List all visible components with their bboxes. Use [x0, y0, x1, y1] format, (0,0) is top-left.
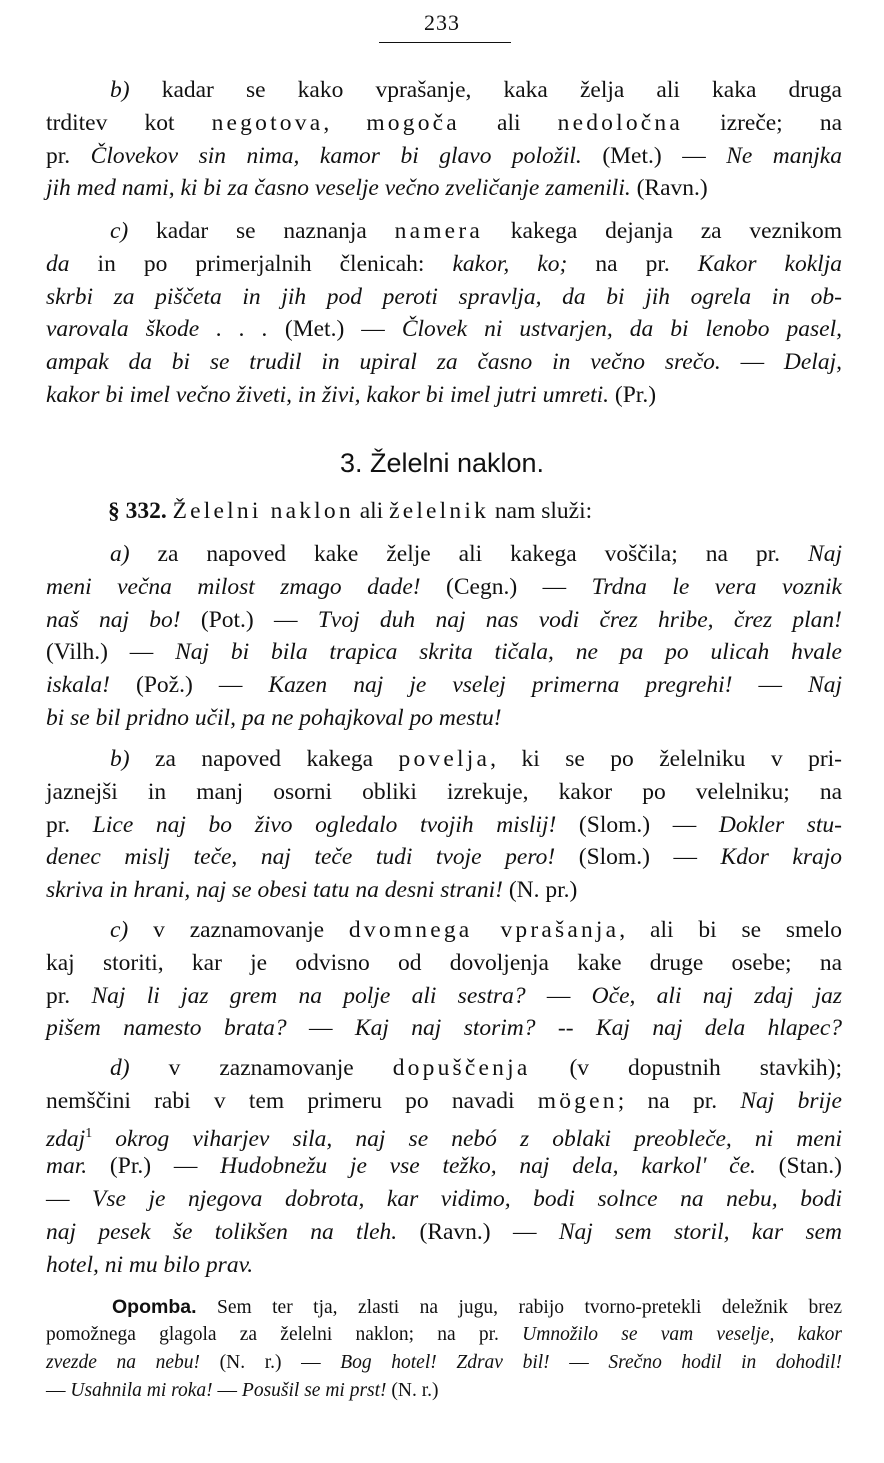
example-text: kakor bi imel večno živeti, in živi, kakor bi imel jutri umreti.: [46, 381, 610, 408]
example-text: skriva in hrani, naj se obesi tatu na desni strani!: [46, 877, 503, 904]
text-run: in po primerjalnih členicah:: [69, 250, 453, 277]
text-line: [46, 107, 842, 140]
example-text: naš naj bo!: [46, 606, 181, 633]
text-line: [46, 1052, 842, 1085]
example-text: naj pesek še tolikšen na tleh.: [46, 1218, 398, 1245]
text-run: —: [549, 1352, 609, 1373]
text-line: [46, 1085, 842, 1118]
header-rule: [379, 42, 511, 43]
text-line: [46, 1118, 842, 1151]
text-line: [46, 379, 842, 412]
example-text: mar.: [46, 1153, 88, 1180]
example-text: varovala škode . . .: [46, 316, 268, 343]
example-text: Srečno hodil in dohodil!: [608, 1352, 842, 1373]
text-line: [46, 538, 842, 571]
citation: (N. r.): [386, 1380, 439, 1401]
note-label: Opomba.: [112, 1296, 197, 1318]
citation: (Met.) —: [581, 142, 727, 169]
citation: (Met.) —: [267, 316, 402, 343]
example-text: skrbi za piščeta in jih pod peroti spravlja, da bi jih ogrela in ob-: [46, 283, 842, 310]
spaced-term: mögen: [537, 1087, 618, 1114]
example-text: okrog viharjev sila, naj se nebó z oblaki preobleče, ni meni: [92, 1125, 842, 1152]
example-text: Umnožilo se vam veselje, kakor: [522, 1324, 842, 1345]
text-run: kakega dejanja za veznikom: [482, 218, 842, 244]
spaced-term: mogoča: [366, 109, 460, 136]
text-run: ali: [353, 498, 390, 524]
example-text: Ne manjka: [726, 142, 842, 169]
example-text: Kaj naj dela hlapec?: [595, 1015, 843, 1042]
text-run: kadar se kako vprašanje, kaka želja ali kaka druga: [129, 77, 842, 103]
text-line: [46, 1349, 842, 1377]
text-run: ali: [459, 109, 558, 136]
text-line: [46, 1293, 842, 1321]
text-run: na pr.: [567, 250, 698, 277]
footnote-mark: 1: [85, 1125, 93, 1141]
example-text: iskala!: [46, 672, 110, 699]
text-line: [46, 809, 842, 842]
text-run: izreče; na: [683, 109, 842, 136]
paragraph-b-indicative: [46, 74, 842, 205]
example-text: Vse je njegova dobrota, kar vidimo, bodi solnce na nebu, bodi: [92, 1186, 842, 1213]
text-run: —: [732, 672, 809, 699]
text-line: [46, 74, 842, 107]
citation: (N. pr.): [502, 877, 578, 904]
item-marker: c): [110, 218, 129, 244]
text-line: [46, 980, 842, 1013]
example-text: meni večna milost zmago dade!: [46, 573, 421, 600]
example-text: zdaj: [46, 1125, 86, 1152]
example-text: bi se bil pridno učil, pa ne pohajkoval po mestu!: [46, 704, 502, 731]
text-line: [46, 1321, 842, 1349]
text-run: —: [525, 982, 592, 1009]
spaced-term: Želelni naklon: [172, 498, 354, 524]
text-line: [46, 776, 842, 809]
text-run: za napoved kakega: [129, 746, 399, 772]
text-line: [46, 172, 842, 205]
spaced-term: namera: [394, 218, 483, 244]
example-text: Hudobnežu je vse težko, naj dela, karkol' če.: [220, 1153, 756, 1180]
example-text: Človek ni ustvarjen, da bi lenobo pasel,: [401, 316, 842, 343]
text-run: nam služi:: [489, 498, 593, 524]
example-text: Naj brije: [740, 1087, 842, 1114]
text-run: —: [46, 1186, 93, 1213]
spaced-term: nedoločna: [557, 109, 683, 136]
text-line: [46, 346, 842, 379]
text-line: [46, 248, 842, 281]
spaced-term: želelnik: [389, 498, 490, 524]
citation: (Pr.): [609, 381, 657, 408]
citation: (Slom.) —: [555, 844, 721, 871]
text-run: v zaznamovanje: [128, 917, 349, 943]
text-run: jaznejši in manj osorni obliki izrekuje, kakor po velelniku; na: [46, 778, 842, 805]
text-run: —: [212, 1380, 242, 1401]
example-text: ampak da bi se trudil in upiral za časno in večno srečo.: [46, 349, 721, 376]
text-line: [46, 743, 842, 776]
text-line: [46, 636, 842, 669]
example-text: Naj bi bila trapica skrita tičala, ne pa po ulicah hvale: [175, 639, 842, 666]
text-run: Sem ter tja, zlasti na jugu, rabijo tvorno-pretekli deležnik brez: [196, 1297, 842, 1318]
example-text: Kazen naj je vselej primerna pregrehi!: [268, 672, 733, 699]
text-line: [46, 1183, 842, 1216]
text-run: —: [720, 349, 784, 376]
text-line: [46, 947, 842, 980]
text-run: nemščini rabi v tem primeru po navadi: [46, 1087, 538, 1114]
paragraph-b-command: [46, 743, 842, 907]
spaced-term: negotova: [211, 109, 324, 136]
citation: (Pot.) —: [180, 606, 318, 633]
example-text: Lice naj bo živo ogledalo tvojih mislij!: [92, 811, 557, 838]
example-text: pišem namesto brata?: [46, 1015, 287, 1042]
text-line: [46, 702, 842, 735]
text-line: [46, 669, 842, 702]
text-run: pomožnega glagola za želelni naklon; na pr.: [46, 1324, 523, 1345]
example-text: da: [46, 250, 70, 277]
text-line: [46, 140, 842, 173]
note-block: [46, 1293, 842, 1405]
text-run: za napoved kake želje ali kakega voščila; na pr.: [129, 541, 809, 567]
section-heading: 3. Želelni naklon.: [339, 448, 545, 478]
paragraph-c-doubt: [46, 914, 842, 1045]
text-run: —: [46, 1380, 71, 1401]
page-number: 233: [424, 10, 460, 35]
example-text: Trdna le vera voznik: [591, 573, 842, 600]
citation: (Pr.) —: [87, 1153, 221, 1180]
text-line: [46, 1150, 842, 1183]
citation: (Slom.) —: [556, 811, 719, 838]
item-marker: b): [110, 77, 130, 103]
example-text: Usahnila mi roka!: [70, 1380, 213, 1401]
text-run: , ki se po želelniku v pri-: [490, 746, 843, 772]
text-line: [46, 571, 842, 604]
citation: (Ravn.): [630, 175, 708, 202]
item-marker: d): [110, 1055, 130, 1081]
text-line: [46, 1216, 842, 1249]
citation: (Vilh.) —: [46, 639, 176, 666]
text-line: [46, 604, 842, 637]
text-line: [46, 313, 842, 346]
citation: (Pož.) —: [109, 672, 269, 699]
text-run: trditev kot: [46, 109, 212, 136]
text-run: , ali bi se smelo: [619, 917, 843, 943]
citation: (N. r.) —: [200, 1352, 341, 1373]
text-run: ,: [323, 109, 367, 136]
text-line: [46, 215, 842, 248]
text-run: (v dopustnih stavkih);: [530, 1055, 842, 1081]
example-text: jih med nami, ki bi za časno veselje večno zveličanje zamenili.: [46, 175, 631, 202]
text-run: pr.: [46, 811, 93, 838]
item-marker: c): [110, 917, 129, 943]
section-number: § 332.: [108, 498, 167, 524]
paragraph-c-intention: [46, 215, 842, 412]
example-text: Naj li jaz grem na polje ali sestra?: [91, 982, 526, 1009]
section-intro: [46, 495, 842, 528]
text-line: [46, 841, 842, 874]
text-run: pr.: [46, 982, 92, 1009]
item-marker: a): [110, 541, 130, 567]
text-line: [46, 1012, 842, 1045]
example-text: zvezde na nebu!: [46, 1352, 201, 1373]
text-run: kadar se naznanja: [128, 218, 395, 244]
example-text: Naj: [808, 672, 843, 699]
example-text: Kaj naj storim?: [354, 1015, 536, 1042]
text-run: --: [535, 1015, 596, 1042]
text-run: ; na pr.: [617, 1087, 741, 1114]
text-run: pr.: [46, 142, 91, 169]
paragraph-d-concession: [46, 1052, 842, 1282]
spaced-term: dopuščenja: [392, 1055, 531, 1081]
example-text: Kakor koklja: [697, 250, 842, 277]
example-text: Človekov sin nima, kamor bi glavo položil.: [90, 142, 582, 169]
text-run: —: [286, 1015, 355, 1042]
paragraph-a-wish: [46, 538, 842, 735]
text-line: [46, 1249, 842, 1282]
text-line: [46, 281, 842, 314]
example-text: Delaj,: [783, 349, 842, 376]
spaced-term: povelja: [398, 746, 491, 772]
example-text: hotel, ni mu bilo prav.: [46, 1251, 254, 1278]
text-line: [46, 874, 842, 907]
example-text: Bog hotel! Zdrav bil!: [340, 1352, 550, 1373]
citation: (Ravn.) —: [397, 1218, 559, 1245]
example-text: Oče, ali naj zdaj jaz: [591, 982, 842, 1009]
example-text: Posušil se mi prst!: [241, 1380, 387, 1401]
citation: (Cegn.) —: [420, 573, 592, 600]
text-run: v zaznamovanje: [129, 1055, 393, 1081]
citation: (Stan.): [755, 1153, 842, 1180]
example-text: Dokler stu-: [718, 811, 843, 838]
example-text: Naj: [808, 541, 842, 567]
text-run: kaj storiti, kar je odvisno od dovoljenja kake druge osebe; na: [46, 949, 842, 976]
example-text: denec mislj teče, naj teče tudi tvoje pero!: [46, 844, 556, 871]
example-text: Tvoj duh naj nas vodi črez hribe, črez plan!: [317, 606, 843, 633]
example-text: Kdor krajo: [720, 844, 842, 871]
text-line: [46, 495, 842, 528]
example-text: Naj sem storil, kar sem: [558, 1218, 843, 1245]
text-line: [46, 1377, 842, 1405]
example-text: kakor, ko;: [452, 250, 568, 277]
item-marker: b): [110, 746, 130, 772]
text-line: [46, 914, 842, 947]
spaced-term: dvomnega vprašanja: [348, 917, 620, 943]
